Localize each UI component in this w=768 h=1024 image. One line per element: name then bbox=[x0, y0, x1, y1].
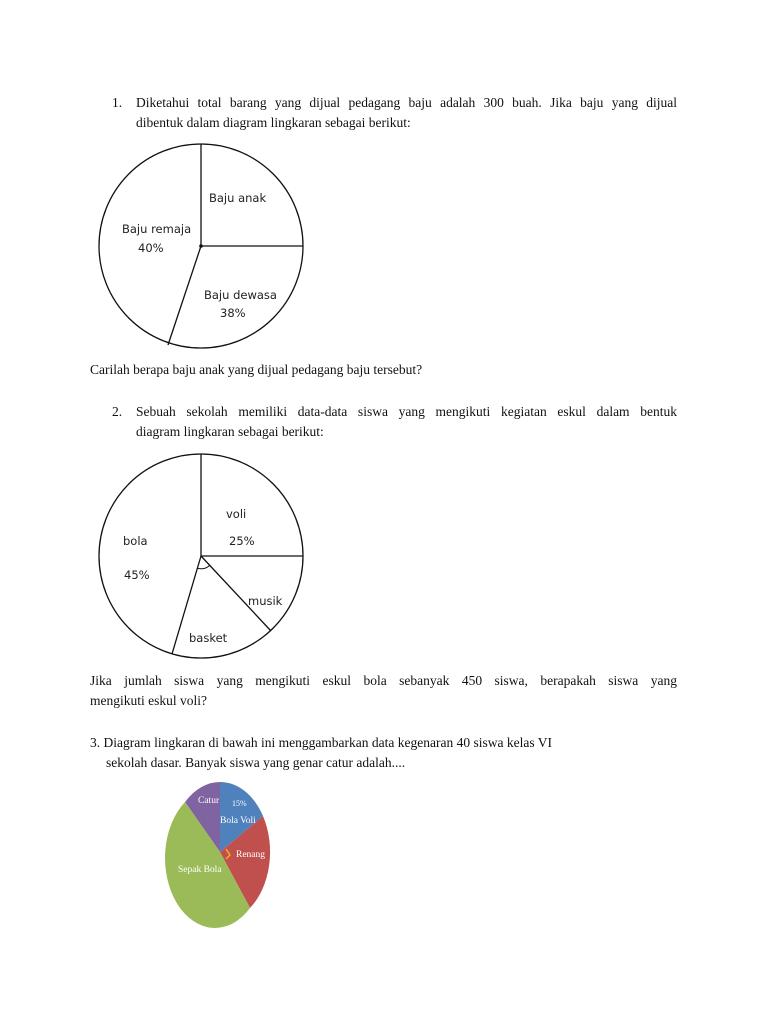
q2-number: 2. bbox=[112, 404, 123, 419]
q2-text-line1: Sebuah sekolah memiliki data-data siswa yang mengikuti kegiatan eskul dalam bentuk bbox=[136, 404, 677, 419]
q1-question: Carilah berapa baju anak yang dijual pedagang baju tersebut? bbox=[90, 362, 423, 377]
pie1-label-baju-remaja: Baju remaja bbox=[122, 222, 192, 236]
q3-text-line1: 3. Diagram lingkaran di bawah ini menggambarkan data kegenaran 40 siswa kelas VI bbox=[90, 735, 552, 750]
q2-question-line2: mengikuti eskul voli? bbox=[90, 693, 207, 708]
q3-text-line2: sekolah dasar. Banyak siswa yang genar catur adalah.... bbox=[106, 755, 406, 770]
pie1-label-baju-anak: Baju anak bbox=[209, 191, 267, 205]
q2-question-line1: Jika jumlah siswa yang mengikuti eskul bola sebanyak 450 siswa, berapakah siswa yang bbox=[90, 673, 677, 688]
pie1-value-baju-dewasa: 38% bbox=[220, 306, 246, 320]
pie2-value-bola: 45% bbox=[124, 568, 150, 582]
pie2-value-voli: 25% bbox=[229, 534, 255, 548]
pie2-label-voli: voli bbox=[226, 507, 247, 521]
pie2-label-musik: musik bbox=[248, 594, 283, 608]
pie2-label-basket: basket bbox=[189, 631, 228, 645]
pie3-label-bola-voli: Bola Voli bbox=[220, 816, 256, 826]
q1-text-line1: Diketahui total barang yang dijual pedagang baju adalah 300 buah. Jika baju yang dijual bbox=[136, 95, 677, 110]
pie3-value-bola-voli: 15% bbox=[232, 799, 247, 808]
q1-text-line2: dibentuk dalam diagram lingkaran sebagai berikut: bbox=[136, 115, 411, 130]
q1-number: 1. bbox=[112, 95, 123, 110]
pie3-label-catur: Catur bbox=[198, 796, 220, 806]
pie3-label-renang: Renang bbox=[236, 850, 266, 860]
q2-text-line2: diagram lingkaran sebagai berikut: bbox=[136, 424, 324, 439]
pie2-label-bola: bola bbox=[123, 534, 148, 548]
pie1-label-baju-dewasa: Baju dewasa bbox=[204, 288, 277, 302]
pie1-value-baju-remaja: 40% bbox=[138, 241, 164, 255]
pie3-label-sepak-bola: Sepak Bola bbox=[178, 865, 222, 875]
